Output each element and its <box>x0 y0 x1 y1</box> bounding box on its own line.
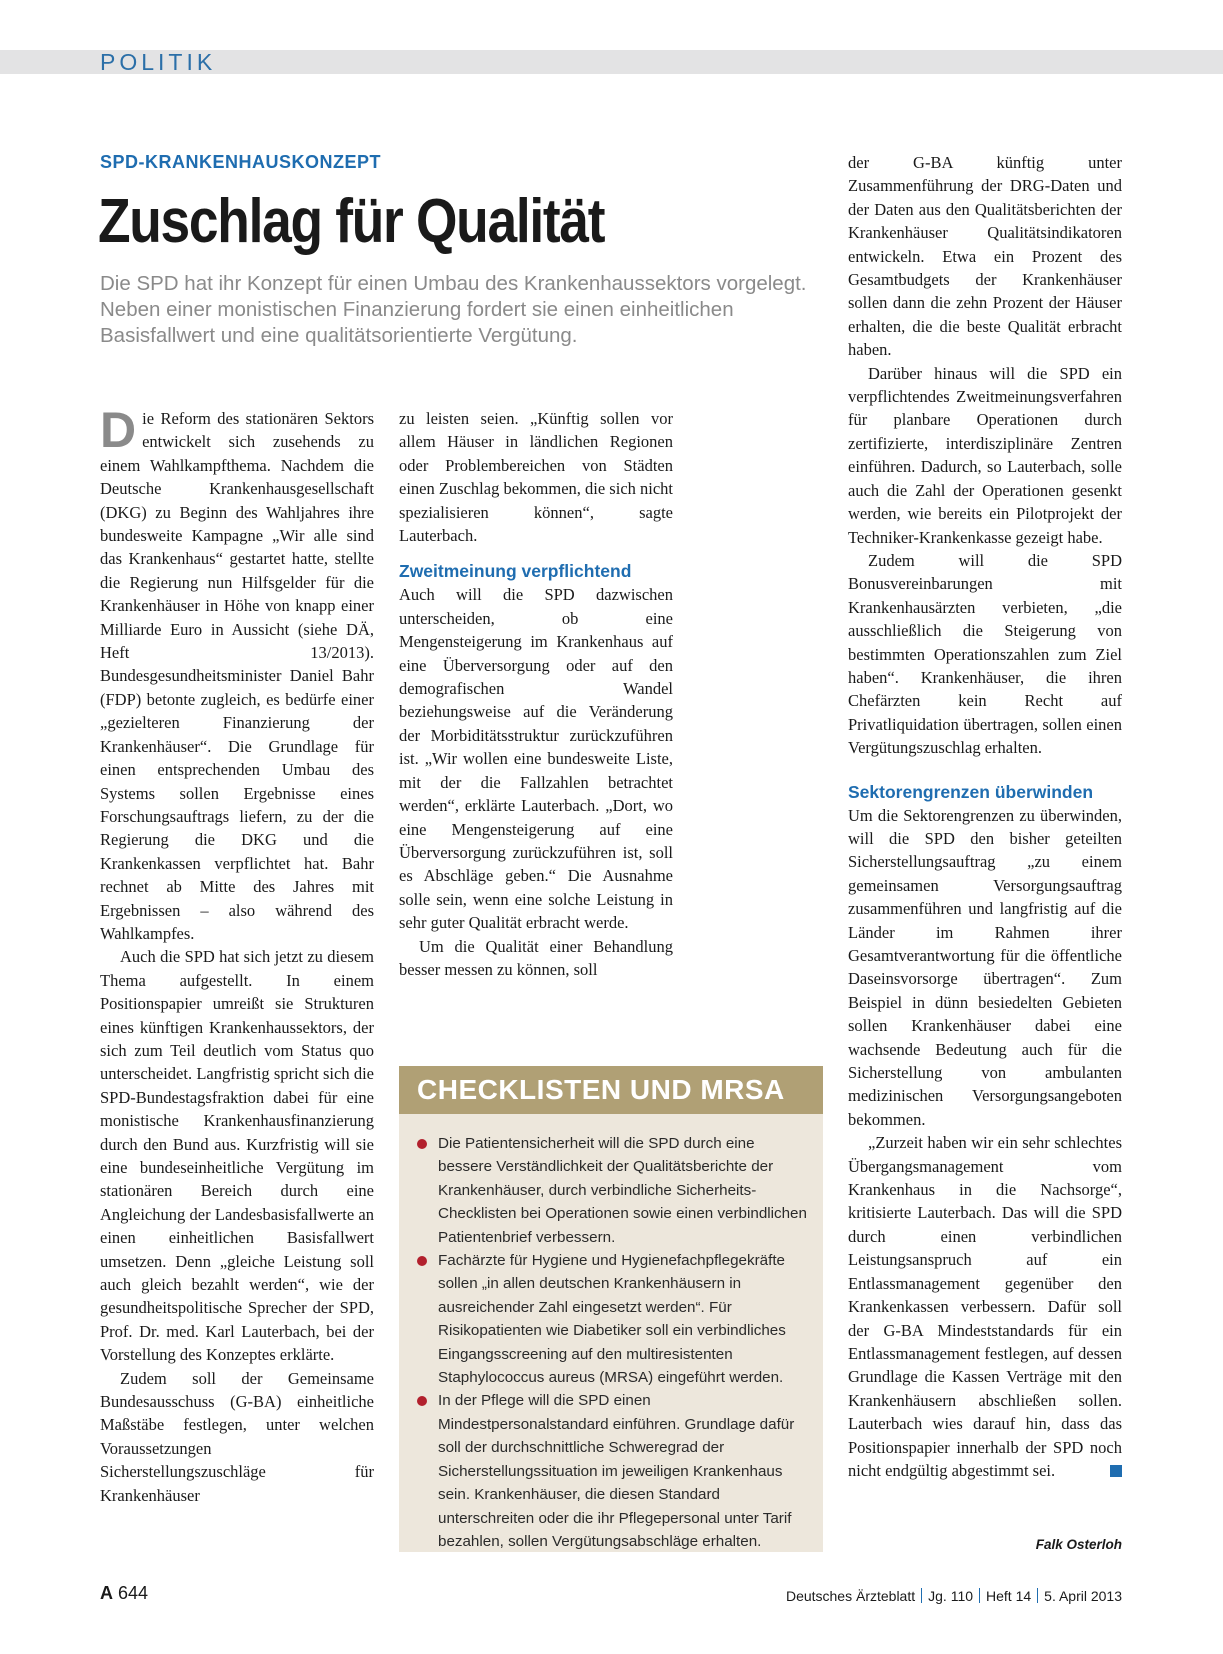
journal-issue: Heft 14 <box>986 1588 1032 1604</box>
drop-cap: D <box>100 402 137 458</box>
page-prefix: A <box>100 1583 113 1603</box>
journal-date: 5. April 2013 <box>1044 1588 1122 1604</box>
paragraph: Um die Qualität einer Behandlung besser messen zu können, soll <box>399 936 673 979</box>
paragraph-text: ie Reform des stationären Sektors entwickelt sich zusehends zu einem Wahlkampfthema. Nachdem die Deutsche Krankenhausgesellschaft (DKG) zu Beginn des Wahljahres ihre bundesweite Kampagne „Wir alle sind das Krankenhaus“ gestartet hatte, stellte die Regierung nun Hilfsgelder für die Krankenhäuser in Höhe von knapp einer Milliarde Euro in Aussicht (siehe DÄ, Heft 13/2013). Bundesgesundheitsminister Daniel Bahr (FDP) betonte zugleich, es bedürfe einer „gezielteren Finanzierung der Krankenhäuser“. Die Grundlage für einen entsprechenden Umbau des Systems sollen Ergebnisse eines Forschungsauftrags liefern, zu der die Regierung die DKG und die Krankenkassen verpflichtet hat. Bahr rechnet ab Mitte des Jahres mit Ergebnissen – also während des Wahlkampfes. <box>100 409 374 943</box>
end-mark-icon <box>1110 1465 1122 1477</box>
paragraph: Um die Sektorengrenzen zu überwinden, will die SPD den bisher geteilten Sicherstellungsauftrag „zu einem gemeinsamen Versorgungsauftrag zusammenführen und langfristig auf die Länder im Rahmen ihrer Gesamtverantwortung für die öffentliche Daseinsvorsorge übertragen“. Zum Beispiel in dünn besiedelten Gebieten sollen Krankenhäuser dabei eine wachsende Bedeutung auch für die Sicherstellung von ambulanten medizinischen Versorgungsangeboten bekommen. <box>848 805 1122 1129</box>
list-item-text: Fachärzte für Hygiene und Hygienefachpflegekräfte sollen „in allen deutschen Krankenhäusern in ausreichender Zahl eingesetzt werden“. Für Risikopatienten wie Diabetiker soll ein verbindliches Eingangsscreening auf den multiresistenten Staphylococcus aureus (MRSA) eingeführt werden. <box>438 1252 786 1387</box>
info-box <box>399 1066 823 1552</box>
text-column-2 <box>399 407 673 981</box>
list-item-text: In der Pflege will die SPD einen Mindestpersonalstandard einführen. Grundlage dafür soll der durchschnittliche Schweregrad der Sicherstellungssituation im jeweiligen Krankenhaus sein. Krankenhäuser, die diesen Standard unterschreiten oder die ihr Pflegepersonal unter Tarif bezahlen, sollen Vergütungsabschläge erhalten. <box>438 1392 795 1550</box>
paragraph: zu leisten seien. „Künftig sollen vor allem Häuser in ländlichen Regionen oder Problembereichen von Städten einen Zuschlag bekommen, die sich nicht spezialisieren können“, sagte Lauterbach. <box>399 409 674 546</box>
text-column-3 <box>848 151 1122 1482</box>
bullet-icon <box>417 1396 427 1406</box>
journal-volume: Jg. 110 <box>928 1588 974 1604</box>
subheading-sektorengrenzen: Sektorengrenzen überwinden <box>848 781 1094 802</box>
paragraph: Zudem soll der Gemeinsame Bundesausschuss (G-BA) einheitliche Maßstäbe festlegen, unter welchen Voraussetzungen Sicherstellungszuschläge für Krankenhäuser <box>100 1368 374 1505</box>
section-label: POLITIK <box>100 49 217 75</box>
list-item <box>417 1132 807 1249</box>
list-item <box>417 1389 807 1553</box>
journal-name: Deutsches Ärzteblatt <box>785 1588 916 1604</box>
author-name: Falk Osterloh <box>1035 1537 1122 1552</box>
bullet-icon <box>417 1139 427 1149</box>
page-number <box>100 1583 148 1604</box>
journal-info <box>700 1588 1122 1604</box>
subheading-zweitmeinung: Zweitmeinung verpflichtend <box>399 561 632 582</box>
paragraph: Auch die SPD hat sich jetzt zu diesem Thema aufgestellt. In einem Positionspapier umreißt sie Strukturen eines künftigen Krankenhaussektors, der sich zum Teil deutlich vom Status quo unterscheidet. Langfristig spricht sich die SPD-Bundestagsfraktion dabei für eine monistische Krankenhausfinanzierung durch den Bund aus. Kurzfristig will sie eine bundeseinheitliche Vergütung im stationären Bereich durch eine Angleichung der Landesbasisfallwerte an einen einheitlichen Basisfallwert umsetzen. Denn „gleiche Leistung soll auch gleich bezahlt werden“, wie der gesundheitspolitische Sprecher der SPD, Prof. Dr. med. Karl Lauterbach, bei der Vorstellung des Konzeptes erklärte. <box>100 947 374 1365</box>
bullet-icon <box>417 1256 427 1266</box>
list-item <box>417 1249 807 1389</box>
text-column-1 <box>100 402 374 1507</box>
article-kicker: SPD-KRANKENHAUSKONZEPT <box>100 152 382 172</box>
paragraph-text: „Zurzeit haben wir ein sehr schlechtes Übergangsmanagement vom Krankenhaus in die Nachsorge“, kritisierte Lauterbach. Das will die SPD durch einen verbindlichen Leistungsanspruch auf ein Entlassmanagement gegenüber den Krankenkassen verbessern. Dafür soll der G-BA Mindeststandards für ein Entlassmanagement festlegen, auf dessen Grundlage die Kassen Verträge mit den Krankenhäusern abschließen sollen. Lauterbach wies darauf hin, dass das Positionspapier innerhalb der SPD noch nicht endgültig abgestimmt sei. <box>848 1133 1122 1480</box>
paragraph <box>100 402 374 945</box>
paragraph: der G-BA künftig unter Zusammenführung der DRG-Daten und der Daten aus den Qualitätsberichten der Krankenhäuser Qualitätsindikatoren entwickeln. Etwa ein Prozent des Gesamtbudgets der Krankenhäuser sollen dann die zehn Prozent der Häuser erhalten, die die beste Qualität erbracht haben. <box>848 153 1122 360</box>
separator <box>921 1588 922 1603</box>
paragraph: Auch will die SPD dazwischen unterscheiden, ob eine Mengensteigerung im Krankenhaus auf eine Überversorgung oder auf den demografischen Wandel beziehungsweise auf die Veränderung der Morbiditätsstruktur zurückzuführen ist. „Wir wollen eine bundesweite Liste, mit der die Fallzahlen betrachtet werden“, erklärte Lauterbach. „Dort, wo eine Mengensteigerung auf eine Überversorgung zurückzuführen ist, soll es Abschläge geben.“ Die Ausnahme solle sein, wenn eine solche Leistung in sehr guter Qualität erbracht werde. <box>399 585 673 933</box>
list-item-text: Die Patientensicherheit will die SPD durch eine bessere Verständlichkeit der Qualitätsberichte der Krankenhäuser, durch verbindliche Sicherheits-Checklisten bei Operationen sowie einen verbindlichen Patientenbrief verbessern. <box>438 1135 807 1246</box>
article-lead: Die SPD hat ihr Konzept für einen Umbau des Krankenhaussektors vorgelegt. Neben einer monistischen Finanzierung fordert sie einen einheitlichen Basisfallwert und eine qualitätsorientierte Vergütung. <box>100 272 807 347</box>
paragraph: Zudem will die SPD Bonusvereinbarungen mit Krankenhausärzten verbieten, „die ausschließlich die Steigerung von bestimmten Operationszahlen zum Ziel haben“. Krankenhäuser, die ihren Chefärzten kein Recht auf Privatliquidation übertragen, sollen einen Vergütungszuschlag erhalten. <box>848 550 1122 758</box>
separator <box>979 1588 980 1603</box>
article-title: Zuschlag für Qualität <box>98 187 605 256</box>
paragraph: Darüber hinaus will die SPD ein verpflichtendes Zweitmeinungsverfahren für planbare Operationen durch zertifizierte, interdisziplinäre Zentren einführen. Dadurch, so Lauterbach, solle auch die Zahl der Operationen gesenkt werden, wie bereits ein Pilotprojekt der Techniker-Krankenkasse gezeigt habe. <box>848 363 1122 547</box>
info-box-list <box>399 1114 823 1553</box>
info-box-title: CHECKLISTEN UND MRSA <box>399 1066 823 1114</box>
page-number-value: 644 <box>118 1583 149 1603</box>
separator <box>1037 1588 1038 1603</box>
paragraph <box>848 1131 1122 1482</box>
